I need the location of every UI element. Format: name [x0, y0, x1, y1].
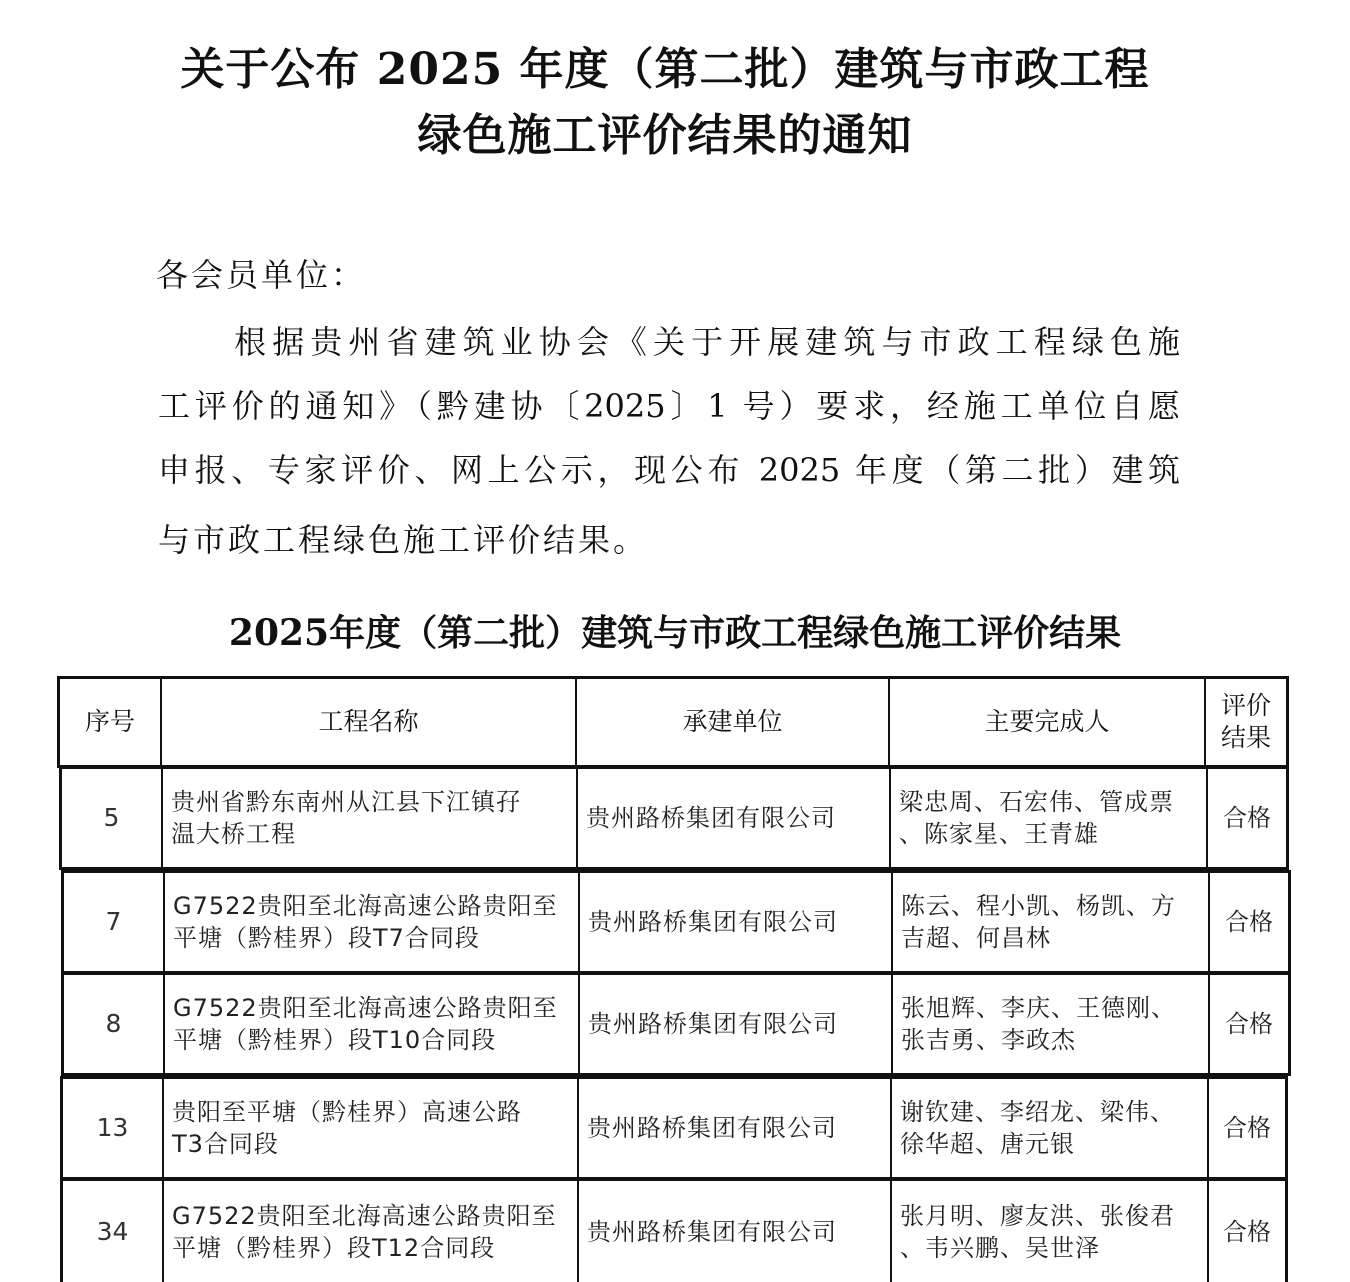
- body-paragraph-line-1: 根据贵州省建筑业协会《关于开展建筑与市政工程绿色施: [158, 323, 1180, 361]
- row-persons-line-2: 徐华超、唐元银: [900, 1130, 1075, 1158]
- table-row: [61, 972, 1291, 1076]
- header-contractor: 承建单位: [575, 679, 888, 765]
- header-result-line-2: 结果: [1220, 723, 1271, 752]
- table-title: 2025年度（第二批）建筑与市政工程绿色施工评价结果: [228, 612, 1122, 654]
- row-project-name-line-2: 温大桥工程: [171, 820, 296, 848]
- row-persons-line-2: 、韦兴鹏、吴世泽: [900, 1233, 1100, 1262]
- header-main-persons: 主要完成人: [888, 679, 1204, 765]
- row-project-name-line-2: 平塘（黔桂界）段T10合同段: [173, 1026, 497, 1054]
- row-seq: 13: [96, 1113, 129, 1142]
- row-result: 合格: [1206, 769, 1286, 867]
- row-main-persons: [890, 1181, 1207, 1282]
- table-header-row: [57, 676, 1289, 768]
- row-project-name-line-1: G7522贵阳至北海高速公路贵阳至: [172, 1201, 557, 1230]
- row-persons-line-1: 张月明、廖友洪、张俊君: [900, 1201, 1175, 1230]
- row-persons-line-2: 吉超、何昌林: [901, 924, 1051, 952]
- row-project-name-line-1: 贵州省黔东南州从江县下江镇孖: [171, 788, 521, 816]
- row-project-name-line-2: 平塘（黔桂界）段T12合同段: [172, 1233, 496, 1262]
- row-contractor: 贵州路桥集团有限公司: [578, 873, 891, 971]
- table-row: [60, 1076, 1288, 1180]
- table-row: [60, 1178, 1288, 1282]
- row-persons-line-2: 张吉勇、李政杰: [901, 1026, 1076, 1054]
- row-project-name-line-1: G7522贵阳至北海高速公路贵阳至: [173, 994, 558, 1022]
- header-result: [1204, 679, 1286, 765]
- row-contractor: 贵州路桥集团有限公司: [578, 975, 891, 1073]
- body-paragraph-line-2: 工评价的通知》（黔建协〔2025〕1 号）要求，经施工单位自愿: [158, 387, 1180, 425]
- table-row: [61, 870, 1291, 974]
- row-seq: 5: [103, 803, 120, 832]
- row-seq: 8: [105, 1009, 122, 1038]
- body-paragraph-line-4: 与市政工程绿色施工评价结果。: [158, 521, 649, 559]
- row-result: 合格: [1208, 873, 1288, 971]
- table-row: [59, 766, 1289, 870]
- row-project-name-line-2: T3合同段: [172, 1130, 279, 1158]
- row-project-name-line-2: 平塘（黔桂界）段T7合同段: [173, 924, 480, 952]
- header-result-line-1: 评价: [1220, 691, 1271, 720]
- row-seq: 7: [105, 907, 122, 936]
- row-project-name: [162, 1181, 577, 1282]
- row-project-name-line-1: 贵阳至平塘（黔桂界）高速公路: [172, 1098, 522, 1126]
- header-project-name: 工程名称: [160, 679, 575, 765]
- row-persons-line-1: 张旭辉、李庆、王德刚、: [901, 994, 1176, 1022]
- row-contractor: 贵州路桥集团有限公司: [576, 769, 889, 867]
- row-main-persons: [891, 975, 1208, 1073]
- row-result: 合格: [1208, 975, 1288, 1073]
- row-project-name: [163, 873, 578, 971]
- row-main-persons: [889, 769, 1206, 867]
- row-main-persons: [891, 873, 1208, 971]
- body-paragraph-line-3: 申报、专家评价、网上公示，现公布 2025 年度（第二批）建筑: [158, 451, 1180, 489]
- row-project-name: [162, 1079, 577, 1177]
- row-persons-line-2: 、陈家星、王青雄: [899, 820, 1099, 848]
- row-persons-line-1: 梁忠周、石宏伟、管成票: [899, 788, 1174, 816]
- row-project-name-line-1: G7522贵阳至北海高速公路贵阳至: [173, 892, 558, 920]
- row-seq: 34: [96, 1216, 129, 1246]
- row-project-name: [161, 769, 576, 867]
- row-project-name: [163, 975, 578, 1073]
- document-title-line-1: 关于公布 2025 年度（第二批）建筑与市政工程: [180, 44, 1150, 95]
- row-main-persons: [890, 1079, 1207, 1177]
- row-contractor: 贵州路桥集团有限公司: [577, 1079, 890, 1177]
- document-title-line-2: 绿色施工评价结果的通知: [417, 110, 913, 161]
- row-persons-line-1: 陈云、程小凯、杨凯、方: [901, 892, 1176, 920]
- row-contractor: 贵州路桥集团有限公司: [577, 1181, 890, 1282]
- row-result: 合格: [1207, 1181, 1285, 1282]
- salutation: 各会员单位：: [156, 256, 367, 294]
- row-result: 合格: [1207, 1079, 1285, 1177]
- row-persons-line-1: 谢钦建、李绍龙、梁伟、: [900, 1098, 1175, 1126]
- header-seq: 序号: [84, 707, 135, 736]
